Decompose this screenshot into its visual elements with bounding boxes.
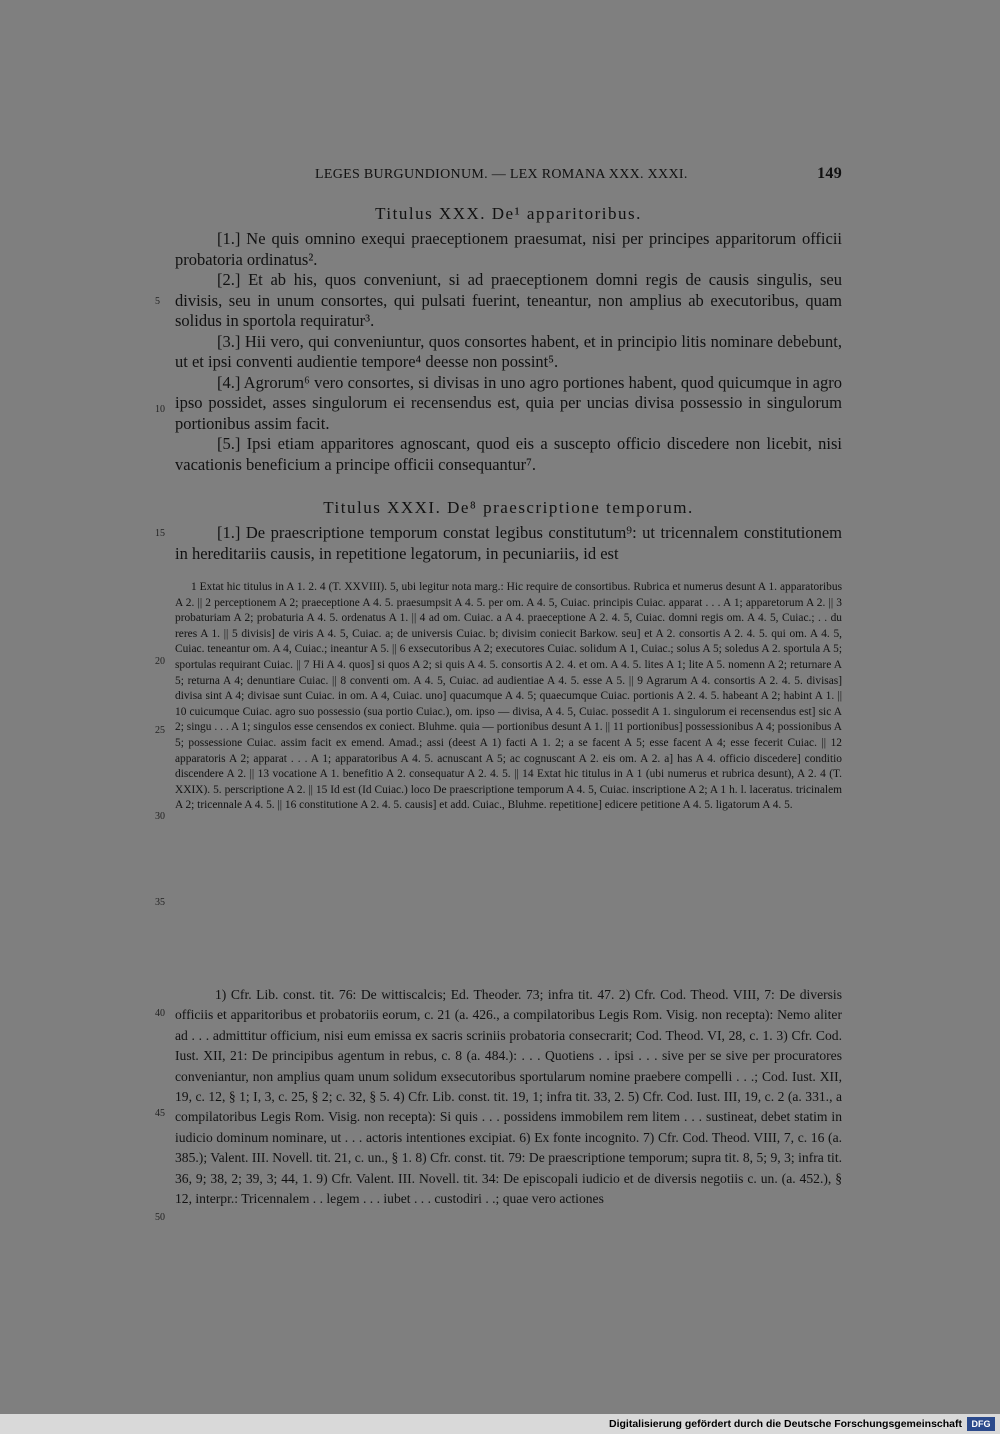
titulus-30-heading: Titulus XXX. De¹ apparitoribus. (375, 204, 642, 223)
line-number: 5 (155, 296, 160, 307)
line-number: 20 (155, 656, 165, 667)
paragraph: [4.] Agrorum⁶ vero consortes, si divisas in uno agro portiones habent, quod quicumque in agro ipso possidet, asses singulorum ei recensendus est, quia per uncias divisa possessio in singulorum portionibus assim facit. (175, 372, 842, 433)
line-number: 25 (155, 725, 165, 736)
apparatus-text: 1 Extat hic titulus in A 1. 2. 4 (T. XXVIII). 5, ubi legitur nota marg.: Hic require de consortibus. Rubrica et numerus desunt A 1. apparatoribus A 2. || 2 perceptionem A 2; praeceptione A 4. 5. praesumpsit A 4. 5. per om. A 4. 5, Cuiac. principis Cuiac. apparat . . . A 1; apparetorum A 2. || 3 probaturiam A 2; probaturia A 4. 5. ordenatus A 1. || 4 ad om. Cuiac. a A 4. praeceptione A 2. 4. 5, Cuiac. domni regis om. A 4. 5, Cuiac.; . . du reres A 1. || 5 divisis] de viris A 4. 5, Cuiac. a; de universis Cuiac. b; divisim coniecit Barkow. seu] et A 2. consortis A 2. 4. 5. qui om. A 4. 5, Cuiac. teneantur om. A 4, Cuiac.; ineantur A 5. || 6 exsecutoribus A 2; executores Cuiac. solidum A 1, Cuiac.; solus A 5; soledus A 2. sportula A 5; sportulas requirant Cuiac. || 7 Hi A 4. quos] si quos A 2; si quis A 4. 5. consortis A 2. 4. et om. A 4. 5. lites A 1; lite A 5. nomenn A 2; returnare A 5; returna A 4; denuntiare Cuiac. || 8 conventi om. A 4. 5, Cuiac. ad audientiae A 4. 5. esse A 5. || 9 Agrarum A 4. consortis A 2. 4. 5. divisas] divisa sint A 4; divisae sunt Cuiac. in om. A 4, Cuiac. uno] quacumque A 4. 5; quaecumque Cuiac. portionis A 2. 4. 5. habeant A 2; habint A 1. || 10 cuicumque Cuiac. agro suo possessio (sua portio Cuiac.), om. ipso — divisa, A 4. 5, Cuiac. possedit A 1. singulorum ei recensendus est] sic A 2; singu . . . A 1; singulos esse censendos ex coniect. Bluhme. quia — portionibus desunt A 1. || 11 portionibus] possessionibus A 4; possionibus A 5; possessione Cuiac. assim facit ex emend. Amad.; assi (deest A 1) facti A 1. 2; a se facent A 5; esse facent A 4; esse fecerit Cuiac. || 12 apparatoris A 2; apparat . . . A 1; apparatoribus A 4. 5. acnuscant A 5; ac cognuscant A 2. eis om. A 2. a] has A 4. officio discedere] conditio discendere A 2. || 13 vocatione A 1. benefitio A 2. consequatur A 2. 4. 5. || 14 Extat hic titulus in A 1 (ubi numerus et rubrica desunt), A 2. 4 (T. XXIX). 5. perscriptione A 2. || 15 Id est (Id Cuiac.) loco De praescriptione temporum A 4. 5, Cuiac. inscriptione A 2; A 1 h. l. laceratus. tricinalem A 2; tricennale A 4. 5. || 16 constitutione A 2. 4. 5. causis] et add. Cuiac., Bluhme. repetitione] edicere petitione A 4. 5. ligatorum A 4. 5. (175, 581, 842, 812)
running-title: LEGES BURGUNDIONUM. — LEX ROMANA XXX. XXXI. (315, 167, 688, 182)
line-number: 15 (155, 528, 165, 539)
line-number: 50 (155, 1212, 165, 1223)
paragraph: [1.] Ne quis omnino exequi praeceptionem praesumat, nisi per principes apparitorum officii probatoria ordinatus². (175, 229, 842, 269)
page-number: 149 (817, 165, 842, 182)
titulus-31-heading: Titulus XXXI. De⁸ praescriptione temporum. (323, 498, 694, 517)
dfg-logo: DFG (967, 1417, 995, 1431)
paragraph: [1.] De praescriptione temporum constat legibus constitutum⁹: ut tricennalem constitutionem in hereditariis causis, in repetitione legatorum, in pecuniariis, id est (175, 523, 842, 563)
footnotes (175, 985, 842, 1209)
titulus-30-body (175, 229, 842, 475)
titulus-31-body (175, 523, 842, 564)
paragraph: [5.] Ipsi etiam apparitores agnoscant, quod eis a suscepto officio discedere non licebit, nisi vacationis beneficium a principe officii consequantur⁷. (175, 434, 842, 474)
paragraph: [2.] Et ab his, quos conveniunt, si ad praeceptionem domni regis de causis singulis, seu divisis, seu in unum consortes, qui pulsati fuerint, teneantur, non amplius ab executoribus, quam solidus in sportola requiratur³. (175, 270, 842, 330)
line-number: 30 (155, 811, 165, 822)
footnotes-text: 1) Cfr. Lib. const. tit. 76: De wittiscalcis; Ed. Theoder. 73; infra tit. 47. 2) Cfr. Cod. Theod. VIII, 7: De diversis officiis et apparitoribus et probatoriis eorum, c. 21 (a. 426., a compilatoribus Legis Rom. Visig. non recepta): Nemo aliter ad . . . admittitur officium, nisi eum emissa ex sacris scriniis probatoria consecrarit; Cod. Theod. VI, 28, c. 1. 3) Cfr. Cod. Iust. XII, 21: De principibus agentum in rebus, c. 8 (a. 484.): . . . Quotiens . . ipsi . . . sive per se sive per procuratores conveniantur, non amplius quam unum solidum exsecutoribus sportularum nomine praebere compelli . . .; Cod. Iust. XII, 19, c. 12, § 1; I, 3, c. 25, § 2; c. 32, § 5. 4) Cfr. Lib. const. tit. 19, 1; infra tit. 33, 2. 5) Cfr. Cod. Iust. III, 19, c. 2 (a. 331., a compilatoribus Legis Rom. Visig. non recepta): Si quis . . . possidens immobilem rem litem . . . sustinеat, debet statim in iudicio dominum nominare, ut . . . actoris intentiones excipiat. 6) Ex fonte incognito. 7) Cfr. Cod. Theod. VIII, 7, c. 16 (a. 385.); Valent. III. Novell. tit. 21, c. un., § 1. 8) Cfr. const. tit. 79: De praescriptione temporum; supra tit. 8, 5; 9, 3; infra tit. 36, 9; 38, 2; 39, 3; 44, 1. 9) Cfr. Valent. III. Novell. tit. 34: De episcopali iudicio et de diversis negotiis c. un. (a. 452.), § 12, interpr.: Tricennalem . . legem . . . iubet . . . custodiri . .; quae vero actiones (175, 987, 842, 1207)
paragraph: [3.] Hii vero, qui conveniuntur, quos consortes habent, et in principio litis nominare debebunt, ut et ipsi conventi audientie tempore⁴ deesse non possint⁵. (175, 331, 842, 371)
funding-notice: Digitalisierung gefördert durch die Deutsche Forschungsgemeinschaft (609, 1418, 962, 1430)
line-number: 45 (155, 1108, 165, 1119)
footer-bar (0, 1414, 1000, 1434)
line-number: 10 (155, 404, 165, 415)
line-number: 35 (155, 897, 165, 908)
critical-apparatus (175, 580, 842, 814)
line-number: 40 (155, 1008, 165, 1019)
